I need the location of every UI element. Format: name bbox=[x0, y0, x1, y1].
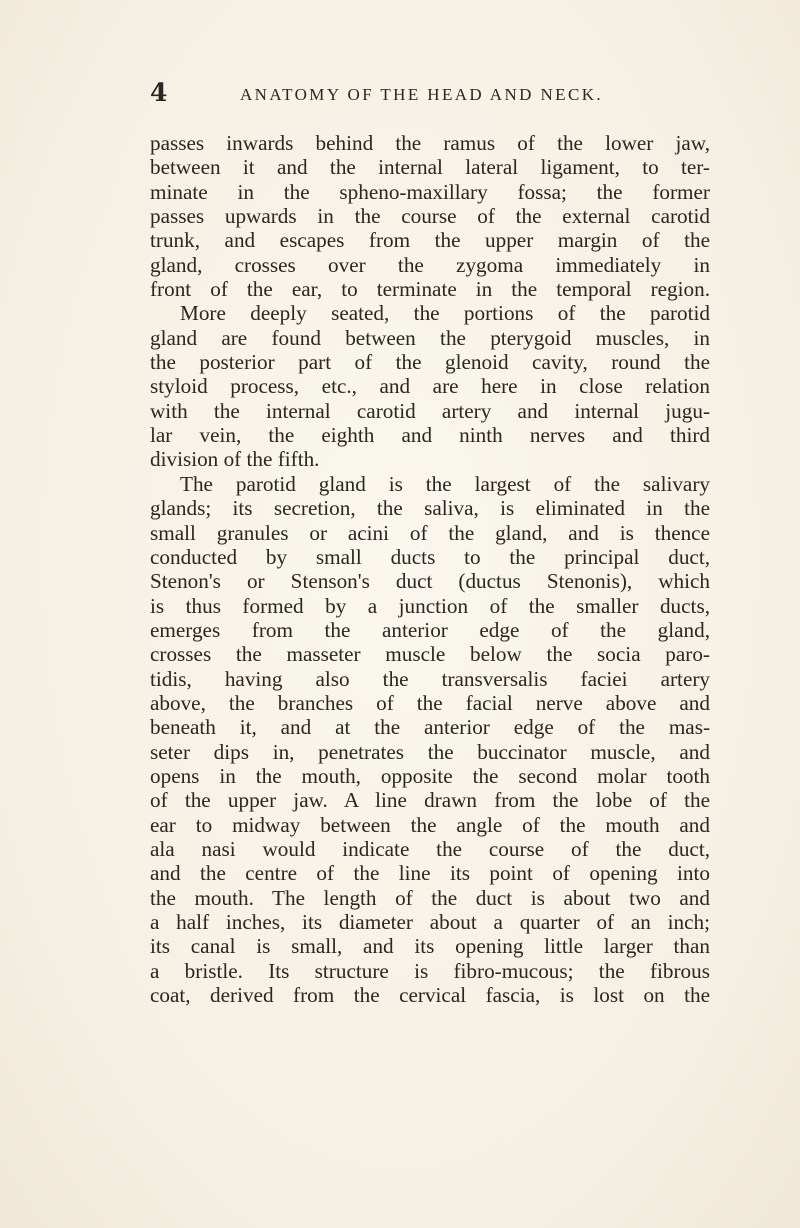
text-line: between it and the internal lateral ligament, to ter- bbox=[150, 155, 710, 180]
page-header bbox=[150, 78, 710, 108]
text-line: a half inches, its diameter about a quarter of an inch; bbox=[150, 910, 710, 934]
text-line: coat, derived from the cervical fascia, is lost on the bbox=[150, 983, 710, 1008]
text-line: with the internal carotid artery and internal jugu- bbox=[150, 398, 710, 423]
text-line: division of the fifth. bbox=[150, 447, 320, 472]
text-line: More deeply seated, the portions of the parotid bbox=[180, 301, 710, 326]
text-line: ear to midway between the angle of the mouth and bbox=[150, 812, 710, 837]
text-line: glands; its secretion, the saliva, is eliminated in the bbox=[150, 496, 710, 521]
text-line: opens in the mouth, opposite the second molar tooth bbox=[150, 763, 710, 788]
text-line: crosses the masseter muscle below the socia paro- bbox=[150, 642, 710, 667]
page-number: 4 bbox=[150, 78, 168, 107]
text-line: of the upper jaw. A line drawn from the lobe of the bbox=[150, 788, 710, 813]
text-line: The parotid gland is the largest of the salivary bbox=[180, 471, 710, 496]
text-line: lar vein, the eighth and ninth nerves and third bbox=[150, 423, 710, 448]
text-line: gland are found between the pterygoid muscles, in bbox=[150, 325, 710, 350]
text-line: tidis, having also the transversalis faciei artery bbox=[150, 666, 710, 691]
text-line: a bristle. Its structure is fibro-mucous; the fibrous bbox=[150, 958, 710, 983]
text-line: the mouth. The length of the duct is about two and bbox=[150, 885, 710, 910]
text-line: its canal is small, and its opening little larger than bbox=[150, 934, 710, 959]
body-text bbox=[150, 131, 710, 1007]
text-line: minate in the spheno-maxillary fossa; the former bbox=[150, 179, 710, 204]
text-line: and the centre of the line its point of opening into bbox=[150, 861, 710, 886]
text-line: is thus formed by a junction of the smaller ducts, bbox=[150, 593, 710, 618]
text-line: Stenon's or Stenson's duct (ductus Stenonis), which bbox=[150, 569, 710, 594]
text-line: conducted by small ducts to the principal duct, bbox=[150, 544, 710, 569]
text-line: seter dips in, penetrates the buccinator muscle, and bbox=[150, 739, 710, 764]
text-line: above, the branches of the facial nerve above and bbox=[150, 690, 710, 715]
text-line: front of the ear, to terminate in the temporal region. bbox=[150, 277, 710, 302]
text-line: trunk, and escapes from the upper margin of the bbox=[150, 228, 710, 253]
text-line: styloid process, etc., and are here in close relation bbox=[150, 374, 710, 399]
text-line: passes inwards behind the ramus of the lower jaw, bbox=[150, 131, 710, 155]
text-line: beneath it, and at the anterior edge of the mas- bbox=[150, 715, 710, 740]
text-line: passes upwards in the course of the external carotid bbox=[150, 204, 710, 229]
running-head: ANATOMY OF THE HEAD AND NECK. bbox=[240, 85, 604, 104]
text-line: gland, crosses over the zygoma immediately in bbox=[150, 252, 710, 277]
text-line: emerges from the anterior edge of the gland, bbox=[150, 617, 710, 642]
text-line: the posterior part of the glenoid cavity, round the bbox=[150, 350, 710, 375]
text-line: small granules or acini of the gland, and is thence bbox=[150, 520, 710, 545]
text-line: ala nasi would indicate the course of the duct, bbox=[150, 836, 710, 861]
